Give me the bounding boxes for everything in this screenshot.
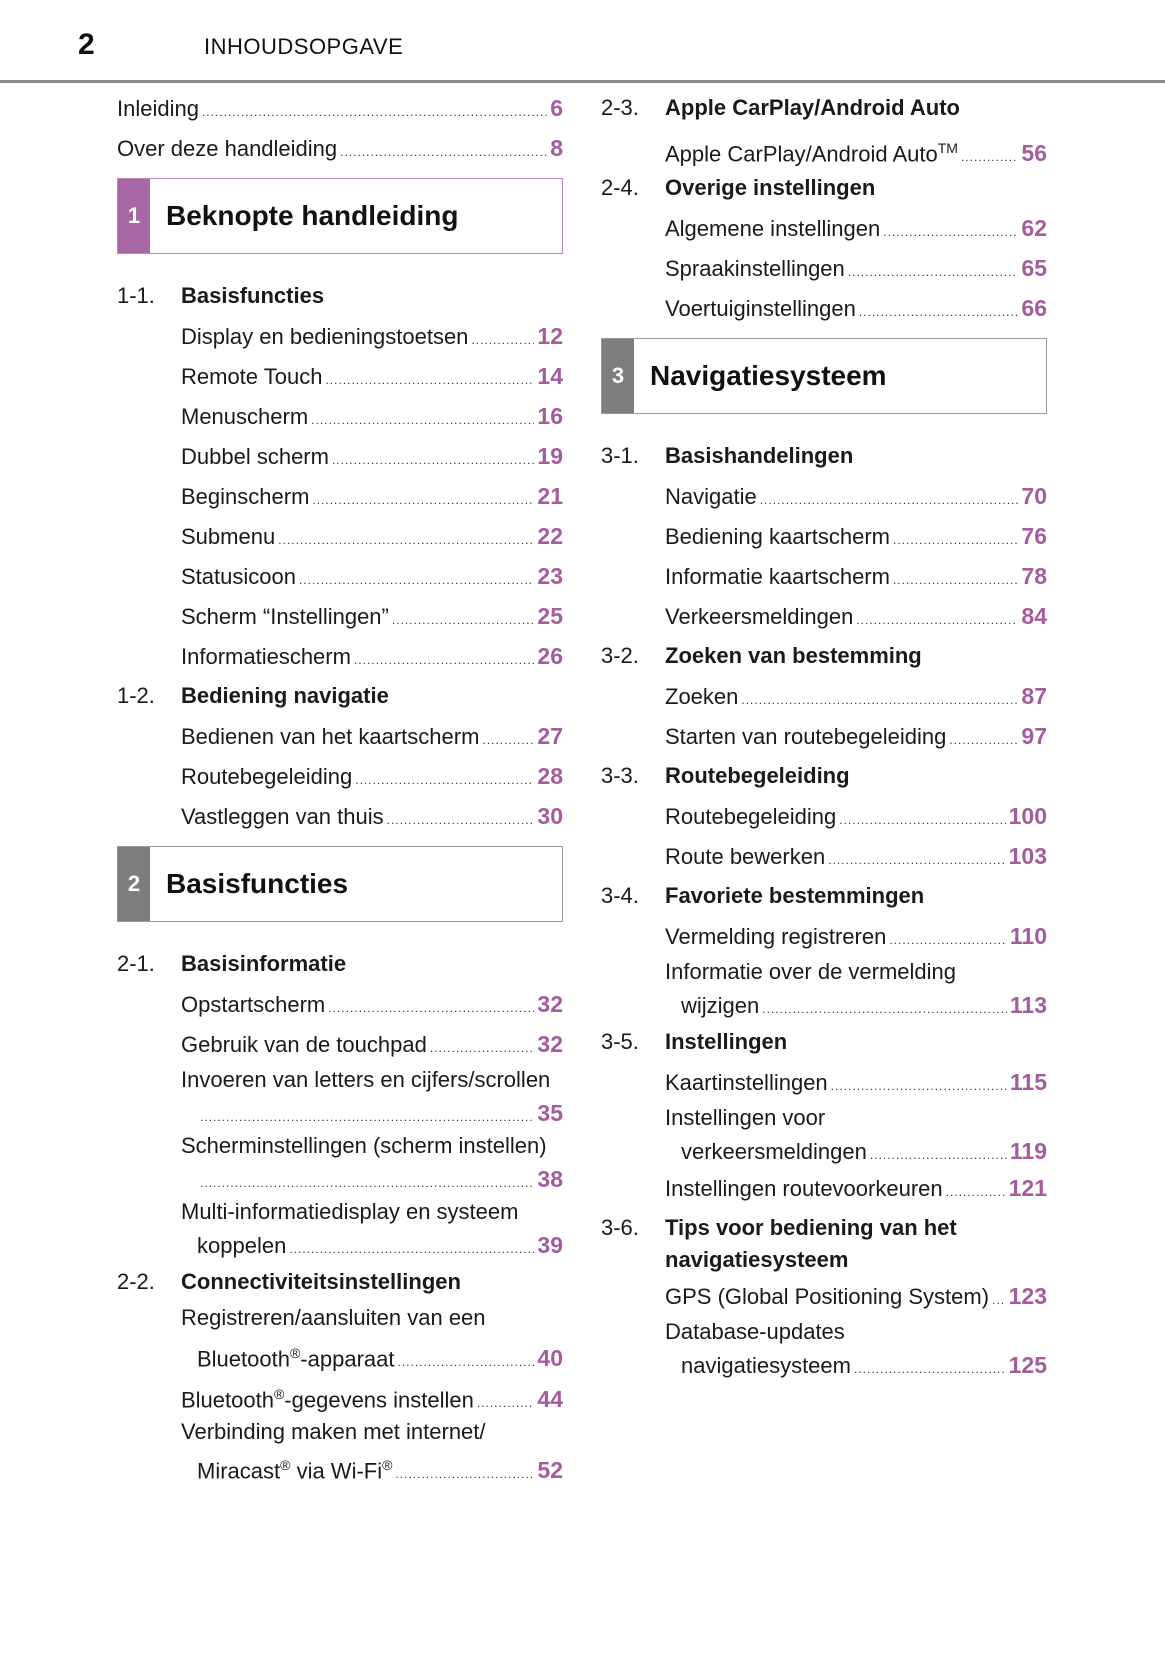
toc-entry[interactable]: Verkeersmeldingen ..... 84 — [601, 596, 1047, 636]
toc-entry[interactable]: Registreren/aansluiten van een Bluetooth®-apparaat ..... 40 — [117, 1302, 563, 1372]
section-heading: 3-4. Favoriete bestemmingen — [601, 883, 925, 908]
page-ref: 12 — [537, 323, 563, 349]
toc-entry[interactable]: Menuscherm ..... 16 — [117, 396, 563, 436]
toc-entry[interactable]: Spraakinstellingen ..... 65 — [601, 248, 1047, 288]
page-ref: 28 — [537, 763, 563, 789]
toc-entry[interactable]: Display en bedieningstoetsen ..... 12 — [117, 316, 563, 356]
page-ref: 35 — [537, 1100, 563, 1126]
toc-entry[interactable]: Informatie kaartscherm ..... 78 — [601, 556, 1047, 596]
toc-entry[interactable]: Routebegeleiding ..... 100 — [601, 796, 1047, 836]
toc-entry[interactable]: Opstartscherm ..... 32 — [117, 984, 563, 1024]
chapter-2-heading[interactable] — [117, 846, 563, 922]
page-ref: 23 — [537, 563, 563, 589]
page-number: 2 — [78, 28, 95, 61]
page-ref: 125 — [1008, 1352, 1047, 1378]
page-ref: 32 — [537, 1031, 563, 1057]
toc-entry[interactable]: Vermelding registreren ..... 110 — [601, 916, 1047, 956]
chapter-title: Beknopte handleiding — [166, 200, 459, 231]
page-ref: 110 — [1009, 923, 1047, 949]
section-heading: 3-3. Routebegeleiding — [601, 763, 850, 788]
toc-left-column — [117, 88, 563, 1482]
chapter-title: Navigatiesysteem — [650, 360, 887, 391]
toc-entry[interactable]: Route bewerken ..... 103 — [601, 836, 1047, 876]
page-ref: 8 — [550, 135, 563, 161]
toc-entry[interactable]: Kaartinstellingen ..... 115 — [601, 1062, 1047, 1102]
toc-entry[interactable]: Scherm “Instellingen” ..... 25 — [117, 596, 563, 636]
page-ref: 39 — [537, 1232, 563, 1258]
page-ref: 65 — [1021, 255, 1047, 281]
section-heading: 3-2. Zoeken van bestemming — [601, 643, 922, 668]
page-ref: 19 — [537, 443, 563, 469]
toc-entry[interactable]: Beginscherm ..... 21 — [117, 476, 563, 516]
section-heading: 2-3. Apple CarPlay/Android Auto — [601, 95, 960, 120]
toc-entry[interactable]: Multi-informatiedisplay en systeem koppelen ..... 39 — [117, 1196, 563, 1262]
toc-entry[interactable]: Dubbel scherm ..... 19 — [117, 436, 563, 476]
toc-entry[interactable]: Informatiescherm ..... 26 — [117, 636, 563, 676]
toc-entry[interactable]: Bediening kaartscherm ..... 76 — [601, 516, 1047, 556]
page-ref: 27 — [537, 723, 563, 749]
page-ref: 123 — [1008, 1283, 1047, 1309]
page-ref: 21 — [537, 483, 563, 509]
page-ref: 30 — [537, 803, 563, 829]
section-heading: 3-1. Basishandelingen — [601, 443, 854, 468]
page-ref: 66 — [1021, 295, 1047, 321]
page-ref: 26 — [537, 643, 563, 669]
toc-entry[interactable]: Algemene instellingen ..... 62 — [601, 208, 1047, 248]
page-ref: 25 — [537, 603, 563, 629]
chapter-3-heading[interactable] — [601, 338, 1047, 414]
page-ref: 121 — [1008, 1175, 1047, 1201]
section-heading: 3-6. Tips voor bediening van het navigatiesysteem — [601, 1215, 957, 1272]
chapter-tab: 2 — [118, 847, 150, 921]
chapter-title: Basisfuncties — [166, 868, 349, 899]
toc-entry[interactable]: GPS (Global Positioning System) ..... 123 — [601, 1276, 1047, 1316]
page-ref: 119 — [1009, 1138, 1047, 1164]
page-ref: 38 — [537, 1166, 563, 1192]
section-heading: 1-2. Bediening navigatie — [117, 683, 389, 708]
page-ref: 97 — [1021, 723, 1047, 749]
section-heading: 3-5. Instellingen — [601, 1029, 788, 1054]
chapter-tab: 3 — [602, 339, 634, 413]
page-ref: 78 — [1021, 563, 1047, 589]
toc-entry[interactable]: Gebruik van de touchpad ..... 32 — [117, 1024, 563, 1064]
page-ref: 100 — [1008, 803, 1047, 829]
page-ref: 16 — [537, 403, 563, 429]
toc-entry[interactable]: Inleiding ..... 6 — [117, 88, 563, 128]
page-ref: 22 — [537, 523, 563, 549]
chapter-tab: 1 — [118, 179, 150, 253]
page-ref: 52 — [537, 1457, 563, 1484]
toc-entry[interactable]: Informatie over de vermelding wijzigen ..... 113 — [601, 956, 1047, 1022]
page-ref: 76 — [1021, 523, 1047, 549]
page-ref: 62 — [1021, 215, 1047, 241]
page-ref: 103 — [1008, 843, 1047, 869]
page-ref: 84 — [1021, 603, 1047, 629]
toc-entry[interactable]: Voertuiginstellingen ..... 66 — [601, 288, 1047, 328]
toc-entry[interactable]: Zoeken ..... 87 — [601, 676, 1047, 716]
page-ref: 40 — [537, 1345, 563, 1372]
toc-entry[interactable]: Scherminstellingen (scherm instellen) ..... 38 — [117, 1130, 563, 1196]
section-heading: 2-2. Connectiviteitsinstellingen — [117, 1269, 461, 1294]
toc-entry[interactable]: Routebegeleiding ..... 28 — [117, 756, 563, 796]
page-ref: 87 — [1021, 683, 1047, 709]
page-title: INHOUDSOPGAVE — [204, 34, 404, 59]
page-ref: 32 — [537, 991, 563, 1017]
toc-entry[interactable]: Statusicoon ..... 23 — [117, 556, 563, 596]
toc-entry[interactable]: Instellingen voor verkeersmeldingen ..... 119 — [601, 1102, 1047, 1168]
section-heading: 2-4. Overige instellingen — [601, 175, 876, 200]
toc-entry[interactable]: Invoeren van letters en cijfers/scrollen ..... 35 — [117, 1064, 563, 1130]
section-heading: 2-1. Basisinformatie — [117, 951, 347, 976]
toc-entry[interactable]: Database-updates navigatiesysteem ..... 125 — [601, 1316, 1047, 1382]
page-ref: 70 — [1021, 483, 1047, 509]
toc-entry[interactable]: Over deze handleiding ..... 8 — [117, 128, 563, 168]
toc-entry[interactable]: Navigatie ..... 70 — [601, 476, 1047, 516]
toc-entry[interactable]: Bedienen van het kaartscherm ..... 27 — [117, 716, 563, 756]
page-ref: 44 — [537, 1386, 563, 1413]
page-ref: 56 — [1021, 140, 1047, 167]
page-ref: 14 — [537, 363, 563, 389]
page-ref: 113 — [1009, 992, 1047, 1018]
toc-entry[interactable]: Instellingen routevoorkeuren ..... 121 — [601, 1168, 1047, 1208]
toc-entry[interactable]: Apple CarPlay/Android Auto™ ..... 56 — [601, 128, 1047, 168]
section-heading: 1-1. Basisfuncties — [117, 283, 325, 308]
page-ref: 115 — [1009, 1069, 1047, 1095]
toc-entry[interactable]: Starten van routebegeleiding ..... 97 — [601, 716, 1047, 756]
toc-entry[interactable]: Verbinding maken met internet/ Miracast® via Wi-Fi® ..... 52 — [117, 1416, 563, 1482]
toc-entry[interactable]: Vastleggen van thuis ..... 30 — [117, 796, 563, 836]
chapter-1-heading[interactable] — [117, 178, 563, 254]
toc-entry[interactable]: Remote Touch ..... 14 — [117, 356, 563, 396]
page-header — [0, 0, 1165, 83]
toc-entry[interactable]: Submenu ..... 22 — [117, 516, 563, 556]
toc-entry[interactable]: Bluetooth®-gegevens instellen ..... 44 — [117, 1372, 563, 1416]
toc-right-column — [601, 88, 1047, 1382]
page-ref: 6 — [550, 95, 563, 121]
